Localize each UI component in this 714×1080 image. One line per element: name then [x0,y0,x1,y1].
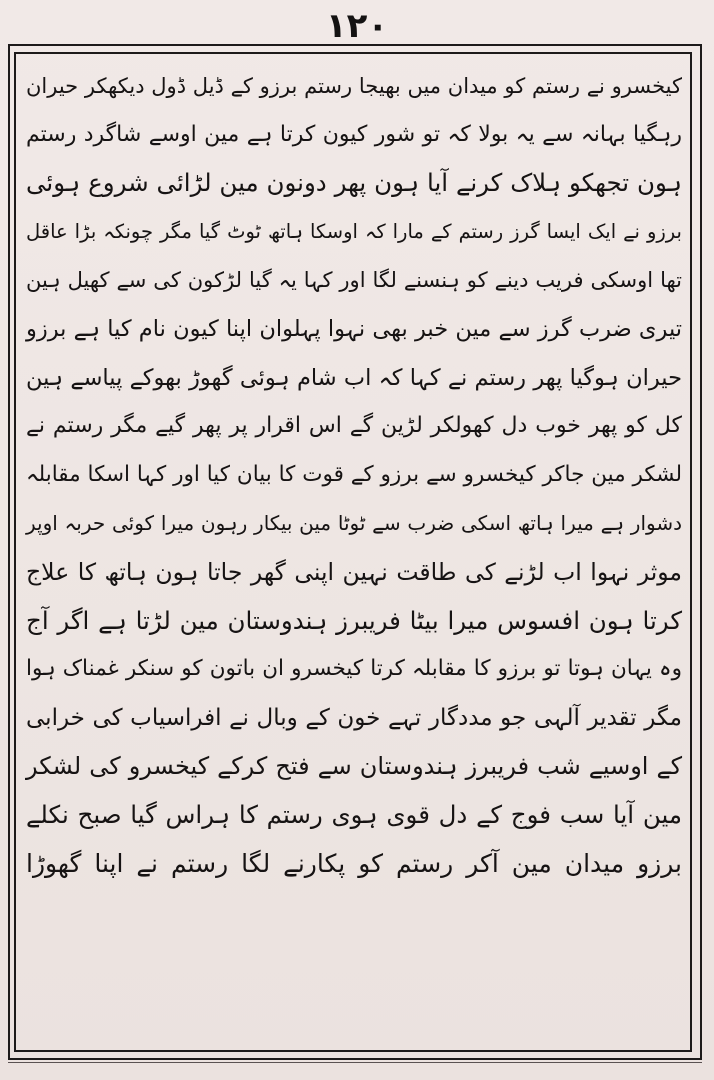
text-line: لشکر مین جاکر کیخسرو سے برزو کے قوت کا بیان کیا اور کہا اسکا مقابلہ [26,461,682,487]
text-line: تیری ضرب گرز سے مین خبر بھی نہوا پہلوان اپنا کیون نام کیا ہے برزو [26,315,682,342]
text-line: برزو نے ایک ایسا گرز رستم کے مارا کہ اوسکا ہاتھ ٹوٹ گیا مگر چونکہ بڑا عاقل [26,219,682,243]
bottom-rule [8,1062,702,1063]
page-number: ۱۲۰ [325,6,389,46]
text-line: وہ یہان ہوتا تو برزو کا مقابلہ کرتا کیخسرو ان باتون کو سنکر غمناک ہوا [26,656,682,682]
text-line: کے اوسیے شب فریبرز ہندوستان سے فتح کرکے کیخسرو کی لشکر [26,752,682,781]
body-text [22,62,686,1022]
text-line: حیران ہوگیا پھر رستم نے کہا کہ اب شام ہوئی گھوڑ بھوکے پیاسے ہین [26,364,682,391]
text-line: کیخسرو نے رستم کو میدان میں بھیجا رستم برزو کے ڈیل ڈول دیکھکر حیران [26,74,682,98]
text-line: کرتا ہون افسوس میرا بیٹا فریبرز ہندوستان مین لڑتا ہے اگر آج [26,605,682,635]
text-line: تھا اوسکی فریب دینے کو ہنسنے لگا اور کہا یہ گیا لڑکون کی سے کھیل ہین [26,268,682,293]
text-line: کل کو پھر خوب دل کھولکر لڑین گے اس اقرار پر پھر گیے مگر رستم نے [26,413,682,439]
text-line: برزو میدان مین آکر رستم کو پکارنے لگا رستم نے اپنا گھوڑا [26,848,682,878]
text-line: مین آیا سب فوج کے دل قوی ہوی رستم کا ہراس گیا صبح نکلے [26,799,682,829]
text-line: موثر نہوا اب لڑنے کی طاقت نہین اپنی گھر جاتا ہون ہاتھ کا علاج [26,557,682,586]
text-line: ہون تجھکو ہلاک کرنے آیا ہون پھر دونون مین لڑائی شروع ہوئی [26,168,682,198]
text-line: دشوار ہے میرا ہاتھ اسکی ضرب سے ٹوٹا مین بیکار رہون میرا کوئی حربہ اوپر [26,511,682,536]
text-line: رہگیا بہانہ سے یہ بولا کہ تو شور کیون کرتا ہے مین اوسے شاگرد رستم [26,121,682,147]
text-line: مگر تقدیر آلہی جو مددگار تہے خون کے وبال نے افراسیاب کی خرابی [26,704,682,731]
